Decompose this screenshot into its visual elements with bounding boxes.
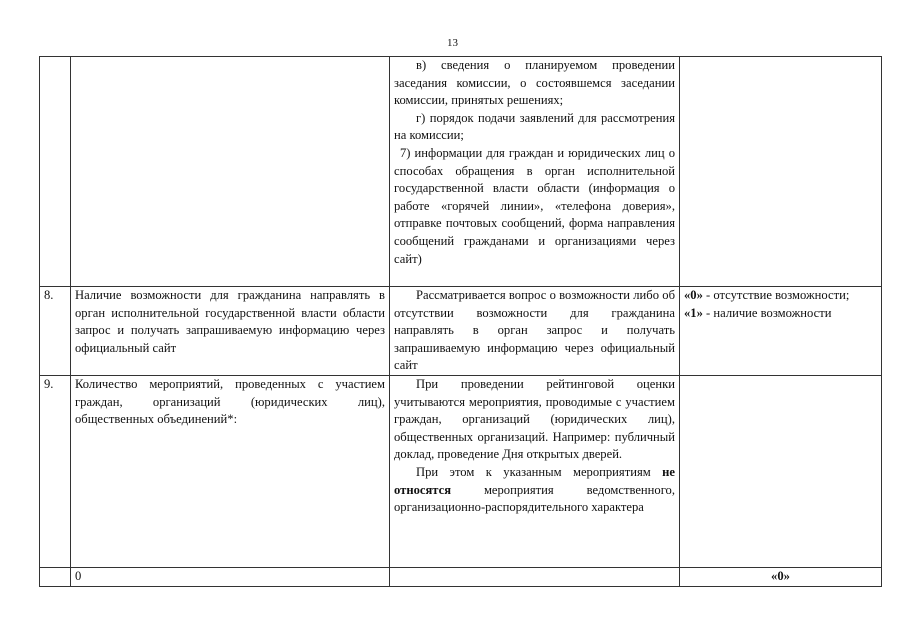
indicator-cell: 0 xyxy=(71,567,390,586)
indicator-cell: Наличие возможности для гражданина направлять в орган исполнительной государственной власти области запрос и получать запрашиваемую информацию через официальный сайт xyxy=(71,287,390,376)
page-number: 13 xyxy=(447,37,458,49)
table-row xyxy=(40,567,882,586)
score-option xyxy=(684,305,877,323)
row-number-cell xyxy=(40,567,71,586)
table-row xyxy=(40,375,882,567)
score-cell xyxy=(680,57,882,287)
description-paragraph xyxy=(394,464,675,517)
description-lead: При этом к указанным мероприятиям xyxy=(416,464,663,479)
score-cell: «0» xyxy=(680,567,882,586)
row-number-cell: 9. xyxy=(40,375,71,567)
score-code: «1» xyxy=(684,305,703,320)
score-cell xyxy=(680,375,882,567)
description-paragraph: в) сведения о планируемом проведении заседания комиссии, о состоявшемся заседании комиссии, принятых решениях; xyxy=(394,58,675,108)
row-number-cell xyxy=(40,57,71,287)
indicator-cell xyxy=(71,57,390,287)
description-paragraph: При проведении рейтинговой оценки учитываются мероприятия, проводимые с участием граждан, организаций (юридических лиц), общественных организаций. Например: публичный доклад, проведение Дня открытых дверей. xyxy=(394,376,675,462)
score-code: «0» xyxy=(684,288,703,302)
description-paragraph: 7) информации для граждан и юридических лиц о способах обращения в орган исполнительной государственной власти области (информация о работе «горячей линии», «телефона доверия», отправке почтовых сообщений, форма направления сообщений гражданами и организациями через сайт) xyxy=(394,145,675,266)
description-paragraph: Рассматривается вопрос о возможности либо об отсутствии возможности для гражданина направлять в орган запрос и получать запрашиваемую информацию через официальный сайт xyxy=(394,288,675,373)
table-row xyxy=(40,57,882,287)
score-text: - отсутствие возможности; xyxy=(702,288,850,302)
description-cell xyxy=(390,287,680,376)
description-emphasis: не относятся xyxy=(394,464,675,497)
indicator-cell: Количество мероприятий, проведенных с участием граждан, организаций (юридических лиц), общественных объединений*: xyxy=(71,375,390,567)
description-cell xyxy=(390,567,680,586)
description-cell xyxy=(390,375,680,567)
criteria-table xyxy=(39,56,882,587)
score-cell xyxy=(680,287,882,376)
table-row xyxy=(40,287,882,376)
score-option xyxy=(684,287,877,305)
description-rest: мероприятия ведомственного, организационно-распорядительного характера xyxy=(394,482,675,515)
description-paragraph: г) порядок подачи заявлений для рассмотрения на комиссии; xyxy=(394,110,675,143)
row-number-cell: 8. xyxy=(40,287,71,376)
description-cell xyxy=(390,57,680,287)
score-text: - наличие возможности xyxy=(702,305,832,320)
